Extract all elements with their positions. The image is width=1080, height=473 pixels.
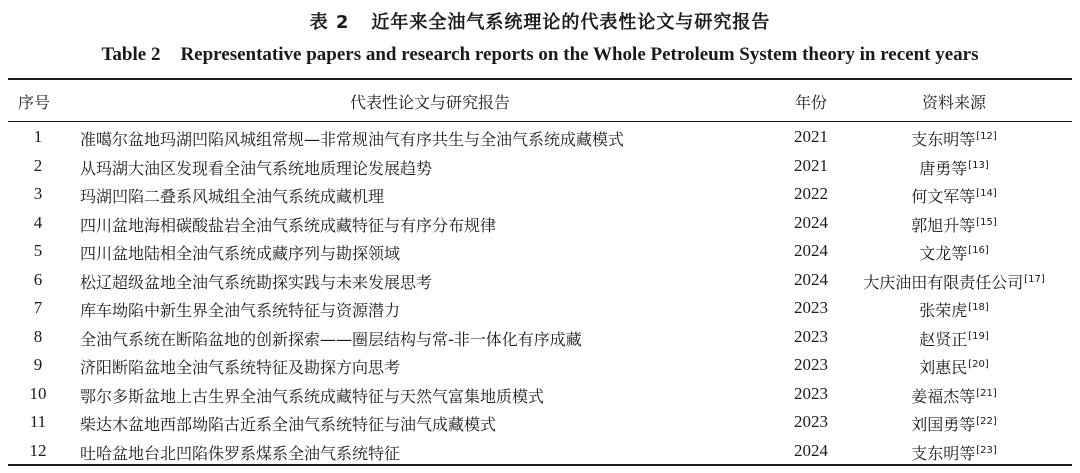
row-year: 2024	[794, 212, 828, 232]
header-no: 序号	[18, 93, 51, 112]
row-source	[842, 384, 1066, 407]
table-title-en: Representative papers and research reports on the Whole Petroleum System theory in recent years	[180, 44, 979, 65]
row-year: 2024	[794, 241, 828, 260]
row-number: 12	[29, 440, 47, 460]
row-title: 准噶尔盆地玛湖凹陷风城组常规—非常规油气有序共生与全油气系统成藏模式	[80, 130, 625, 149]
source-author: 支东明等	[911, 443, 976, 463]
row-number: 2	[33, 155, 43, 175]
row-year: 2024	[794, 269, 828, 289]
row-title: 济阳断陷盆地全油气系统特征及勘探方向思考	[80, 358, 401, 377]
row-title: 库车坳陷中新生界全油气系统特征与资源潜力	[80, 301, 401, 320]
table-header-rule	[8, 121, 1072, 122]
reference-marker: [20]	[968, 359, 989, 370]
header-source: 资料来源	[921, 93, 986, 112]
header-year: 年份	[794, 93, 827, 112]
row-year: 2023	[794, 298, 828, 317]
source-author: 赵贤正	[919, 329, 968, 349]
row-year: 2023	[794, 412, 828, 431]
source-author: 张荣虎	[919, 301, 968, 320]
row-number: 6	[33, 269, 43, 289]
row-number: 5	[33, 241, 43, 260]
row-source	[842, 441, 1066, 464]
reference-marker: [18]	[968, 302, 989, 313]
reference-marker: [19]	[968, 330, 989, 342]
row-source	[842, 127, 1066, 150]
source-author: 刘国勇等	[911, 415, 976, 434]
row-source	[842, 213, 1066, 236]
source-author: 刘惠民	[919, 358, 968, 377]
row-source	[842, 327, 1066, 350]
row-title: 吐哈盆地台北凹陷侏罗系煤系全油气系统特征	[80, 443, 401, 463]
row-source	[842, 241, 1066, 264]
table-caption-en	[0, 44, 1080, 66]
row-title: 玛湖凹陷二叠系风城组全油气系统成藏机理	[80, 187, 385, 206]
table-title-cn: 近年来全油气系统理论的代表性论文与研究报告	[371, 12, 771, 33]
row-year: 2024	[794, 440, 828, 460]
row-source	[842, 355, 1066, 378]
row-year: 2023	[794, 355, 828, 374]
source-author: 唐勇等	[919, 158, 968, 178]
row-number: 4	[33, 212, 43, 232]
row-year: 2022	[794, 184, 828, 203]
source-author: 大庆油田有限责任公司	[863, 272, 1024, 292]
reference-marker: [22]	[976, 416, 997, 427]
row-title: 松辽超级盆地全油气系统勘探实践与未来发展思考	[80, 272, 433, 292]
source-author: 姜福杰等	[911, 386, 976, 406]
reference-marker: [23]	[976, 444, 997, 456]
source-author: 文龙等	[919, 244, 968, 263]
row-title: 四川盆地海相碳酸盐岩全油气系统成藏特征与有序分布规律	[80, 215, 497, 235]
reference-marker: [17]	[1024, 273, 1045, 285]
row-year: 2021	[794, 127, 828, 146]
row-source	[842, 298, 1066, 321]
row-source	[842, 412, 1066, 435]
row-number: 1	[33, 127, 43, 146]
reference-marker: [13]	[968, 159, 989, 171]
row-title: 柴达木盆地西部坳陷古近系全油气系统特征与油气成藏模式	[80, 415, 497, 434]
row-year: 2023	[794, 326, 828, 346]
source-author: 支东明等	[911, 130, 976, 149]
row-number: 11	[29, 412, 47, 431]
header-title: 代表性论文与研究报告	[349, 93, 510, 112]
row-title: 四川盆地陆相全油气系统成藏序列与勘探领域	[80, 244, 401, 263]
table-number-cn: 表 2	[309, 12, 350, 33]
row-number: 9	[33, 355, 43, 374]
row-source	[842, 156, 1066, 179]
source-author: 何文军等	[911, 187, 976, 206]
table-top-rule	[8, 78, 1072, 80]
table-number-en: Table 2	[101, 44, 161, 65]
reference-marker: [21]	[976, 387, 997, 399]
table-caption-cn	[0, 8, 1080, 34]
reference-marker: [12]	[976, 131, 997, 142]
table-bottom-rule	[8, 464, 1072, 466]
row-title: 全油气系统在断陷盆地的创新探索——圈层结构与常-非一体化有序成藏	[80, 329, 582, 349]
reference-marker: [14]	[976, 188, 997, 199]
source-author: 郭旭升等	[911, 215, 976, 235]
row-number: 3	[33, 184, 43, 203]
row-year: 2021	[794, 155, 828, 175]
row-number: 10	[29, 383, 47, 403]
reference-marker: [16]	[968, 245, 989, 256]
row-year: 2023	[794, 383, 828, 403]
reference-marker: [15]	[976, 216, 997, 228]
row-source	[842, 270, 1066, 293]
row-number: 7	[33, 298, 43, 317]
row-number: 8	[33, 326, 43, 346]
row-title: 从玛湖大油区发现看全油气系统地质理论发展趋势	[80, 158, 433, 178]
row-title: 鄂尔多斯盆地上古生界全油气系统成藏特征与天然气富集地质模式	[80, 386, 545, 406]
row-source	[842, 184, 1066, 207]
